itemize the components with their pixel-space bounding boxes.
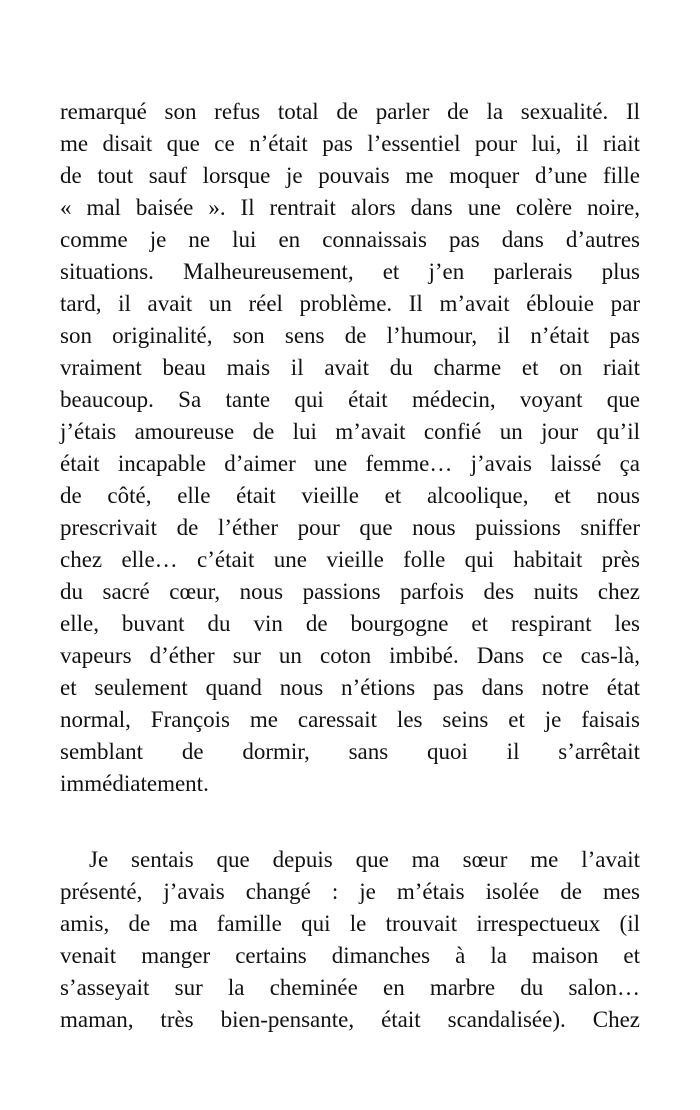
text-line: maman, très bien-pensante, était scandalisée). Chez	[60, 1007, 640, 1032]
text-line: de côté, elle était vieille et alcoolique, et nous	[60, 483, 640, 508]
text-line: venait manger certains dimanches à la maison et	[60, 943, 640, 968]
text-line: beaucoup. Sa tante qui était médecin, voyant que	[60, 387, 640, 412]
text-line: chez elle… c’était une vieille folle qui habitait près	[60, 547, 640, 572]
text-line: remarqué son refus total de parler de la sexualité. Il	[60, 99, 640, 124]
text-line: était incapable d’aimer une femme… j’avais laissé ça	[60, 451, 640, 476]
text-line: présenté, j’avais changé : je m’étais isolée de mes	[60, 879, 640, 904]
text-line: de tout sauf lorsque je pouvais me moquer d’une fille	[60, 163, 640, 188]
text-line: j’étais amoureuse de lui m’avait confié un jour qu’il	[60, 419, 640, 444]
text-line: vraiment beau mais il avait du charme et on riait	[60, 355, 640, 380]
text-line: « mal baisée ». Il rentrait alors dans une colère noire,	[60, 195, 640, 220]
text-line: comme je ne lui en connaissais pas dans d’autres	[60, 227, 640, 252]
text-line: immédiatement.	[60, 771, 209, 796]
text-line: tard, il avait un réel problème. Il m’avait éblouie par	[60, 291, 640, 316]
text-line: situations. Malheureusement, et j’en parlerais plus	[60, 259, 640, 284]
text-line: du sacré cœur, nous passions parfois des nuits chez	[60, 579, 640, 604]
text-line: son originalité, son sens de l’humour, il n’était pas	[60, 323, 640, 348]
paragraph-2	[60, 844, 640, 1036]
text-line: amis, de ma famille qui le trouvait irrespectueux (il	[60, 911, 640, 936]
text-line: et seulement quand nous n’étions pas dans notre état	[60, 675, 640, 700]
text-line: s’asseyait sur la cheminée en marbre du salon…	[60, 975, 640, 1000]
text-line: normal, François me caressait les seins et je faisais	[60, 707, 640, 732]
text-line: vapeurs d’éther sur un coton imbibé. Dans ce cas-là,	[60, 643, 640, 668]
paragraph-1	[60, 96, 640, 800]
text-line: Je sentais que depuis que ma sœur me l’avait	[89, 847, 640, 872]
text-line: prescrivait de l’éther pour que nous puissions sniffer	[60, 515, 640, 540]
text-line: elle, buvant du vin de bourgogne et respirant les	[60, 611, 640, 636]
text-line: me disait que ce n’était pas l’essentiel pour lui, il riait	[60, 131, 640, 156]
text-line: semblant de dormir, sans quoi il s’arrêtait	[60, 739, 640, 764]
